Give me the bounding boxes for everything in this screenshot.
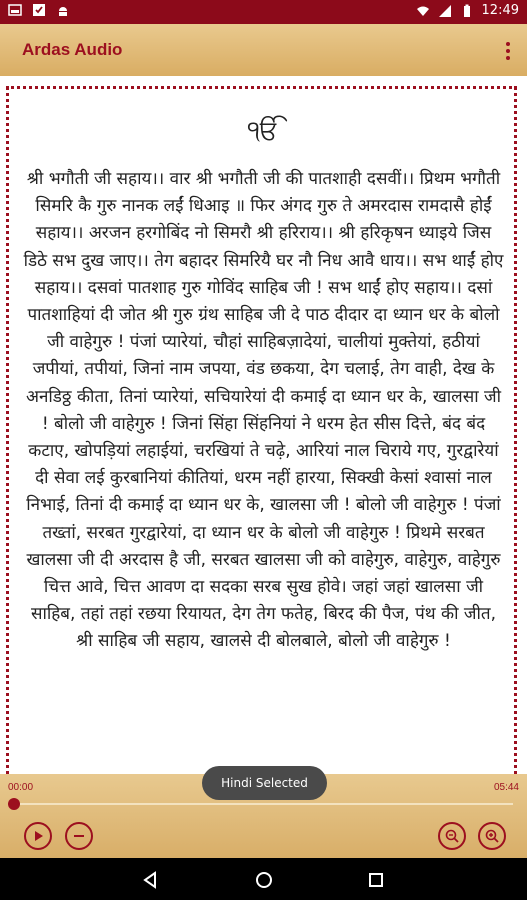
home-icon[interactable] <box>254 870 274 890</box>
status-time: 12:49 <box>481 3 519 18</box>
checkbox-icon <box>32 3 46 17</box>
play-button[interactable] <box>24 822 52 850</box>
zoom-in-icon <box>483 827 501 845</box>
elapsed-time: 00:00 <box>8 782 34 793</box>
zoom-out-icon <box>443 827 461 845</box>
navigation-bar <box>0 858 527 900</box>
prayer-text: श्री भगौती जी सहाय।। वार श्री भगौती जी की पातशाही दसवीं।। प्रिथम भगौती सिमरि कै गुरु नानक लईं धिआइ ॥ फिर अंगद गुरु ते अमरदास रामदासै होईं सहाय।। अरजन हरगोबिंद नो सिमरौ श्री हरिराय।। श्री हरिकृषन ध्याइये जिस डिठे सभ दुख जाए।। तेग बहादर सिमरियै घर नौ निध आवै धाय।। सभ थाईं होए सहाय।। दसवां पातशाह गुरु गोविंद साहिब जी ! सभ थाईं होए सहाय।। दसां पातशाहियां दी जोत श्री गुरु ग्रंथ साहिब जी दे पाठ दीदार दा ध्यान धर के बोलो जी वाहेगुरु ! पंजां प्यारेयां, चौहां साहिबज़ादेयां, चालीयां मुक्तेयां, हठीयां जपीयां, तपीयां, जिनां नाम जपया, वंड छकया, देग चलाई, तेग वाही, देख के अनडिठ्ठ कीता, तिनां प्यारेयां, सचियारेयां दी कमाई दा ध्यान धर के, खालसा जी ! बोलो जी वाहेगुरु ! जिनां सिंहा सिंहनियां ने धरम हेत सीस दित्ते, बंद बंद कटाए, खोपड़ियां लहाईयां, चरखियां ते चढ़े, आरियां नाल चिराये गए, गुरद्वारेयां दी सेवा लई कुरबानियां कीतियां, धरम नहीं हारया, सिक्खी केसां श्वासां नाल निभाई, तिनां दी कमाई दा ध्यान धर के, खालसा जी ! बोलो जी वाहेगुरु ! पंजां तख्तां, सरबत गुरद्वारेयां, दा ध्यान धर के बोलो जी वाहेगुरु ! प्रिथमे सरबत खालसा जी दी अरदास है जी, सरबत खालसा जी को वाहेगुरु, वाहेगुरु, वाहेगुरु चित्त आवे, चित्त आवण दा सदका सरब सुख होवे। जहां जहां खालसा जी साहिब, तहां तहां रछया रियायत, देग तेग फतेह, बिरद की पैज, पंथ की जीत, श्री साहिब जी सहाय, खालसे दी बोलबाले, बोलो जी वाहेगुरु ! <box>23 169 504 652</box>
app-bar <box>0 24 527 76</box>
total-duration: 05:44 <box>493 782 519 793</box>
seek-bar[interactable] <box>14 803 513 805</box>
gallery-icon <box>8 3 22 17</box>
stop-button[interactable] <box>65 822 93 850</box>
toast-message: Hindi Selected <box>202 766 327 800</box>
status-system-icons <box>416 3 519 18</box>
prayer-content[interactable] <box>0 76 527 774</box>
zoom-in-button[interactable] <box>478 822 506 850</box>
zoom-out-button[interactable] <box>438 822 466 850</box>
seek-thumb[interactable] <box>8 798 20 810</box>
minus-icon <box>70 827 88 845</box>
app-title: Ardas Audio <box>22 40 123 59</box>
wifi-icon <box>416 4 430 18</box>
play-icon <box>29 827 47 845</box>
ik-onkar-symbol: ੴ <box>247 116 280 146</box>
android-icon <box>56 3 70 17</box>
battery-icon <box>460 4 474 18</box>
back-icon[interactable] <box>140 870 160 890</box>
cellular-signal-icon <box>438 4 452 18</box>
overflow-menu-icon[interactable] <box>505 42 511 60</box>
status-bar <box>0 0 527 24</box>
status-notification-icons <box>8 3 70 17</box>
recent-apps-icon[interactable] <box>366 870 386 890</box>
